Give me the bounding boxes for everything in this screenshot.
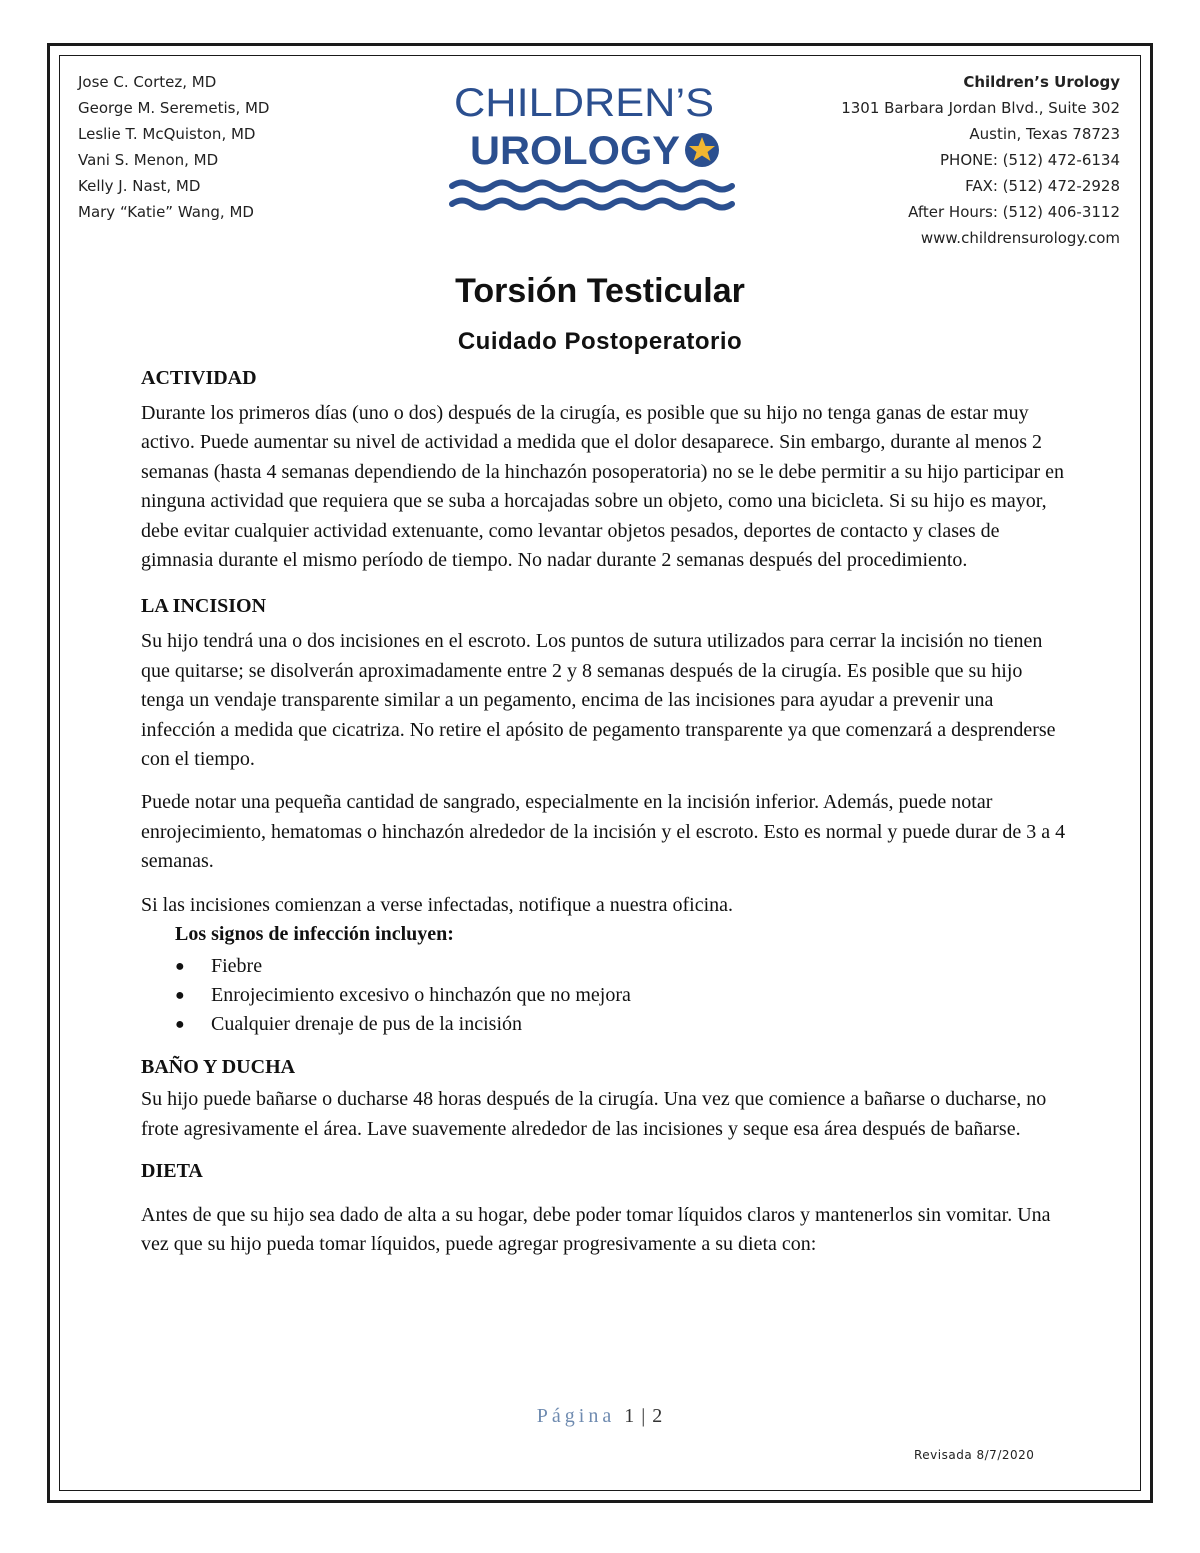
- after-hours-line: After Hours: (512) 406-3112: [908, 203, 1120, 221]
- infection-signs-list: [141, 952, 1066, 1039]
- logo-line-1: CHILDREN’S: [454, 82, 714, 125]
- bullet-icon: ●: [175, 958, 185, 976]
- paragraph-incision-3: Si las incisiones comienzan a verse infectadas, notifique a nuestra oficina.: [141, 893, 734, 916]
- paragraph-actividad: Durante los primeros días (uno o dos) después de la cirugía, es posible que su hijo no tenga ganas de estar muy activo. Puede aumentar su nivel de actividad a medida que el dolor desaparece. Sin embargo, durante al menos 2 semanas (hasta 4 semanas dependiendo de la hinchazón posoperatoria) no se le debe permitir a su hijo participar en ninguna actividad que requiera que se suba a horcajadas sobre un objeto, como una bicicleta. Si su hijo es mayor, debe evitar cualquier actividad extenuante, como levantar objetos pesados, deportes de contacto y clases de gimnasia durante el mismo período de tiempo. No nadar durante 2 semanas después del procedimiento.: [141, 402, 1064, 572]
- list-item: ● Cualquier drenaje de pus de la incisión: [141, 1010, 1066, 1039]
- fax-line: FAX: (512) 472-2928: [965, 177, 1120, 195]
- bullet-icon: ●: [175, 987, 185, 1005]
- paragraph-incision-1: Su hijo tendrá una o dos incisiones en el escroto. Los puntos de sutura utilizados para cerrar la incisión no tienen que quitarse; se disolverán aproximadamente entre 2 y 8 semanas después de la cirugía. Es posible que su hijo tenga un vendaje transparente similar a un pegamento, encima de las incisiones para ayudar a prevenir una infección a medida que cicatriza. No retire el apósito de pegamento transparente ya que comenzará a desprenderse con el tiempo.: [141, 630, 1056, 771]
- document-subtitle: Cuidado Postoperatorio: [457, 328, 743, 355]
- address-line: 1301 Barbara Jordan Blvd., Suite 302: [841, 99, 1120, 117]
- logo-line-2: UROLOGY: [470, 129, 681, 173]
- paragraph-dieta: Antes de que su hijo sea dado de alta a su hogar, debe poder tomar líquidos claros y mantenerlos sin vomitar. Una vez que su hijo pueda tomar líquidos, puede agregar progresivamente a su dieta con:: [141, 1203, 1051, 1256]
- document-body: [141, 364, 1066, 1260]
- bullet-icon: ●: [175, 1016, 185, 1034]
- revision-date: Revisada 8/7/2020: [914, 1448, 1035, 1462]
- section-heading-actividad: ACTIVIDAD: [141, 367, 257, 389]
- website-link[interactable]: www.childrensurology.com: [920, 229, 1120, 247]
- list-item: ● Enrojecimiento excesivo o hinchazón que no mejora: [141, 981, 1066, 1010]
- childrens-urology-logo: [448, 82, 738, 212]
- paragraph-incision-2: Puede notar una pequeña cantidad de sangrado, especialmente en la incisión inferior. Además, puede notar enrojecimiento, hematomas o hinchazón alrededor de la incisión y el escroto. Esto es normal y puede durar de 3 a 4 semanas.: [141, 791, 1066, 873]
- page-number-value: 1 | 2: [624, 1405, 664, 1427]
- section-heading-bano: BAÑO Y DUCHA: [141, 1056, 296, 1079]
- page-label: Página: [536, 1405, 616, 1427]
- page-number: [0, 1405, 1200, 1428]
- star-icon: [685, 133, 719, 167]
- infection-signs-heading: Los signos de infección incluyen:: [175, 923, 454, 946]
- doctor-name: George M. Seremetis, MD: [78, 99, 270, 117]
- city-line: Austin, Texas 78723: [969, 125, 1120, 143]
- phone-line: PHONE: (512) 472-6134: [940, 151, 1120, 169]
- doctor-name: Jose C. Cortez, MD: [78, 73, 217, 91]
- org-name: Children’s Urology: [963, 73, 1120, 91]
- paragraph-bano: Su hijo puede bañarse o ducharse 48 horas después de la cirugía. Una vez que comience a bañarse o ducharse, no frote agresivamente el área. Lave suavemente alrededor de las incisiones y seque esa área después de bañarse.: [141, 1088, 1047, 1140]
- doctor-name: Vani S. Menon, MD: [78, 151, 219, 169]
- document-title: Torsión Testicular: [455, 272, 745, 310]
- section-heading-incision: LA INCISION: [141, 595, 267, 618]
- contact-block: [841, 69, 1120, 251]
- list-item: ● Fiebre: [141, 952, 1066, 981]
- waves-icon: [452, 183, 732, 208]
- doctor-name: Leslie T. McQuiston, MD: [78, 125, 256, 143]
- doctor-name: Mary “Katie” Wang, MD: [78, 203, 254, 221]
- doctor-name: Kelly J. Nast, MD: [78, 177, 201, 195]
- section-heading-dieta: DIETA: [141, 1159, 203, 1182]
- doctor-list: [78, 69, 269, 225]
